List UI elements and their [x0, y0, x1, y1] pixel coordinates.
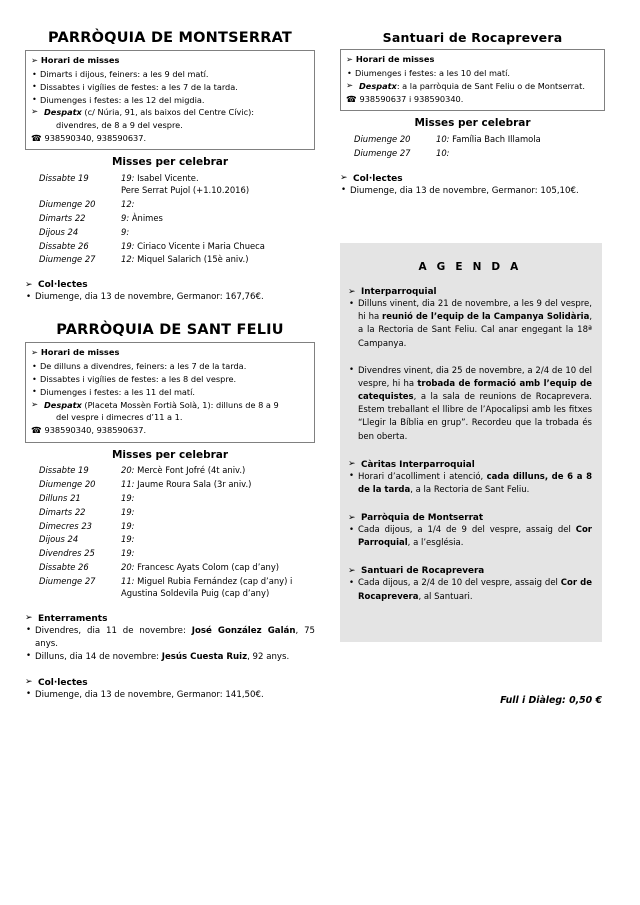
mass-hour: 9:: [121, 213, 130, 223]
mass-day: Diumenge 20: [354, 134, 411, 145]
sant-feliu-masses-table: [39, 464, 329, 600]
montserrat-schedule-heading: [31, 55, 309, 66]
heading-label: Col·lectes: [38, 280, 88, 291]
table-row: [39, 239, 329, 253]
list-item: [25, 625, 315, 651]
montserrat-despatx: [31, 106, 309, 131]
page-title-rocaprevera: Santuari de Rocaprevera: [382, 30, 563, 45]
list-item: • Dissabtes i vigílies de festes: a les 8 del vespre.: [31, 373, 309, 386]
page-title-sant-feliu: PARRÒQUIA DE SANT FELIU: [56, 322, 284, 339]
item-post: , 92 anys.: [247, 651, 290, 662]
list-item: [348, 577, 592, 603]
footer-price-note: Full i Diàleg: 0,50 €: [500, 695, 602, 706]
heading-label: Santuari de Rocaprevera: [361, 566, 485, 577]
heading-label: Parròquia de Montserrat: [361, 513, 484, 524]
item-pre: Cada dijous, a 1/4 de 9 del vespre, assaig del: [358, 525, 576, 536]
montserrat-collectes-list: [25, 291, 315, 304]
table-row: [39, 491, 329, 505]
item-highlight: cada dilluns, de 6 a 8 de la tarda: [358, 471, 592, 495]
despatx-continuation: divendres, de 8 a 9 del vespre.: [56, 120, 183, 130]
mass-intention-extra: Pere Serrat Pujol (+1.10.2016): [121, 185, 250, 196]
item-highlight: Cor de Rocaprevera: [358, 578, 593, 602]
rocaprevera-collectes-list: [340, 185, 605, 198]
mass-event: [121, 197, 329, 211]
montserrat-info-box: [25, 50, 315, 150]
agenda-list: [348, 298, 592, 444]
mass-intention: Miguel Rubia Fernández (cap d’any) i: [134, 575, 293, 586]
mass-hour: 10:: [436, 134, 450, 145]
enterraments-block: [25, 614, 315, 664]
table-row: [354, 146, 619, 160]
list-item: • Dissabtes i vigílies de festes: a les 7 de la tarda.: [31, 81, 309, 94]
mass-hour: 19:: [121, 506, 135, 517]
arrow-marker-icon: ➢: [348, 459, 356, 470]
table-row: [39, 505, 329, 519]
mass-event: [121, 477, 329, 491]
agenda-block-rocaprevera: [348, 566, 592, 603]
mass-day: Dimecres 23: [39, 520, 92, 531]
arrow-marker-icon: ➢: [31, 347, 38, 358]
agenda-list: [348, 577, 592, 603]
mass-hour: 12:: [121, 254, 135, 265]
parish-sant-feliu-section: [25, 322, 315, 701]
list-item: [348, 365, 592, 444]
mass-intention: Família Bach Illamola: [449, 134, 541, 145]
mass-day: Dijous 24: [39, 534, 79, 545]
list-item: [25, 651, 315, 664]
despatx-label: Despatx: [44, 107, 82, 118]
mass-event: [121, 574, 329, 600]
item-highlight: trobada de formació amb l’equip de catequistes: [358, 378, 592, 403]
mass-hour: 20:: [121, 561, 135, 572]
table-row: [39, 253, 329, 267]
montserrat-schedule-list: [31, 68, 309, 106]
sant-feliu-schedule-heading: [31, 347, 309, 358]
arrow-marker-icon: ➢: [25, 677, 33, 688]
rocaprevera-masses-table: [354, 132, 619, 160]
mass-event: [121, 211, 329, 225]
table-row: [39, 225, 329, 239]
mass-hour: 19:: [121, 534, 135, 545]
montserrat-collectes-block: [25, 280, 315, 304]
mass-event: [436, 146, 619, 160]
arrow-marker-icon: ➢: [31, 55, 38, 65]
table-row: [39, 171, 329, 197]
enterraments-list: [25, 625, 315, 664]
mass-event: [436, 132, 619, 146]
mass-day: Divendres 25: [39, 548, 95, 559]
item-pre: Cada dijous, a 2/4 de 10 del vespre, assaig del: [358, 578, 561, 589]
table-row: [39, 519, 329, 533]
item-pre: Divendres, dia 11 de novembre:: [35, 625, 192, 636]
sant-feliu-schedule-list: [31, 360, 309, 398]
heading-label: Horari de misses: [355, 54, 435, 64]
item-post: , a la Rectoria de Sant Feliu. Cal anar engegant la 18ª Campanya.: [358, 312, 593, 349]
agenda-block-interparroquial: [348, 287, 592, 444]
item-post: , a l’església.: [407, 538, 464, 549]
montserrat-phones: [31, 132, 309, 146]
parish-montserrat-section: [25, 30, 315, 304]
phone-icon: ☎: [346, 94, 357, 105]
list-item: • Diumenges i festes: a les 12 del migdia.: [31, 94, 309, 107]
table-row: [39, 211, 329, 225]
arrow-marker-icon: ➢: [31, 399, 39, 410]
table-row: [39, 574, 329, 600]
agenda-panel: [340, 243, 602, 642]
mass-hour: 10:: [436, 147, 450, 158]
mass-event: [121, 225, 329, 239]
mass-day: Dimarts 22: [39, 506, 86, 517]
arrow-marker-icon: ➢: [340, 173, 348, 184]
agenda-block-montserrat: [348, 513, 592, 550]
arrow-marker-icon: ➢: [31, 107, 39, 118]
heading-label: Col·lectes: [38, 677, 88, 688]
despatx-label: Despatx: [359, 80, 397, 91]
rocaprevera-masses-title: Misses per celebrar: [414, 117, 531, 130]
mass-day: Dilluns 21: [39, 493, 81, 504]
mass-day: Dissabte 26: [39, 561, 89, 572]
despatx-text: (c/ Núria, 91, als baixos del Centre Cívic):: [81, 107, 255, 118]
heading-label: Horari de misses: [40, 347, 120, 358]
agenda-heading: [348, 513, 592, 523]
table-row: [39, 464, 329, 478]
mass-day: Diumenge 20: [39, 199, 96, 210]
agenda-list: [348, 471, 592, 497]
mass-event: [121, 239, 329, 253]
despatx-text: (Placeta Mossèn Fortià Solà, 1): dilluns de 8 a 9: [81, 399, 279, 410]
arrow-marker-icon: ➢: [346, 80, 354, 91]
mass-intention-extra: Agustina Soldevila Puig (cap d’any): [121, 587, 270, 598]
montserrat-masses-table: [39, 171, 329, 266]
mass-intention: Isabel Vicente.: [134, 173, 199, 184]
item-highlight: Cor Parroquial: [358, 525, 592, 549]
table-row: [39, 533, 329, 547]
phone-icon: ☎: [31, 425, 42, 436]
mass-hour: 19:: [121, 240, 135, 251]
mass-day: Diumenge 27: [39, 575, 96, 586]
item-pre: Horari d’acolliment i atenció,: [358, 471, 487, 482]
mass-hour: 19:: [121, 173, 135, 184]
heading-label: Interparroquial: [361, 287, 437, 297]
mass-event: [121, 491, 329, 505]
table-row: [39, 560, 329, 574]
mass-day: Dissabte 26: [39, 240, 89, 251]
heading-label: Enterraments: [38, 613, 108, 624]
mass-event: [121, 519, 329, 533]
left-column: [25, 30, 315, 701]
list-item: • Diumenge, dia 13 de novembre, Germanor: 167,76€.: [25, 291, 315, 304]
table-row: [39, 477, 329, 491]
list-item: [348, 471, 592, 497]
mass-day: Dissabte 19: [39, 173, 89, 184]
mass-intention: Jaume Roura Sala (3r aniv.): [134, 479, 252, 490]
page-title-montserrat: PARRÒQUIA DE MONTSERRAT: [48, 30, 292, 46]
mass-day: Dimarts 22: [39, 213, 86, 223]
list-item: • Diumenge, dia 13 de novembre, Germanor: 105,10€.: [340, 185, 605, 198]
mass-event: [121, 560, 329, 574]
mass-event: [121, 464, 329, 478]
mass-intention: Francesc Ayats Colom (cap d’any): [134, 561, 280, 572]
rocaprevera-phones: [346, 93, 599, 107]
mass-hour: 19:: [121, 548, 135, 559]
agenda-block-caritas: [348, 460, 592, 497]
list-item: [348, 298, 592, 351]
mass-day: Dijous 24: [39, 226, 79, 237]
agenda-heading: [348, 287, 592, 297]
item-highlight: reunió de l’equip de la Campanya Solidària: [382, 312, 590, 323]
sant-feliu-collectes-list: [25, 689, 315, 702]
mass-event: [121, 253, 329, 267]
right-column: [340, 30, 605, 198]
mass-event: [121, 171, 329, 197]
agenda-list: [348, 524, 592, 550]
arrow-marker-icon: ➢: [346, 54, 353, 64]
sanctuary-rocaprevera-section: [340, 30, 605, 198]
list-item: • Diumenge, dia 13 de novembre, Germanor: 141,50€.: [25, 689, 315, 702]
mass-intention: Ànimes: [129, 213, 163, 223]
heading-label: Col·lectes: [353, 173, 403, 184]
heading-label: Horari de misses: [40, 55, 120, 65]
item-pre: Dilluns, dia 14 de novembre:: [35, 651, 162, 662]
mass-event: [121, 505, 329, 519]
montserrat-masses-title: Misses per celebrar: [111, 156, 229, 169]
list-item: • De dilluns a divendres, feiners: a les 7 de la tarda.: [31, 360, 309, 373]
sant-feliu-collectes-heading: [25, 678, 315, 688]
mass-hour: 12:: [121, 199, 135, 210]
rocaprevera-info-box: [340, 49, 605, 111]
mass-day: Diumenge 27: [39, 254, 96, 265]
rocaprevera-collectes-heading: [340, 174, 605, 184]
list-item: [348, 524, 592, 550]
mass-day: Diumenge 20: [39, 479, 96, 490]
phone-numbers: 938590340, 938590637.: [44, 424, 147, 435]
table-row: [39, 546, 329, 560]
mass-intention: Mercè Font Jofré (4t aniv.): [134, 465, 246, 476]
despatx-continuation: del vespre i dimecres d’11 a 1.: [56, 412, 183, 423]
rocaprevera-collectes-block: [340, 174, 605, 198]
rocaprevera-schedule-list: [346, 67, 599, 80]
montserrat-collectes-heading: [25, 280, 315, 290]
despatx-label: Despatx: [44, 399, 82, 410]
mass-hour: 19:: [121, 493, 135, 504]
item-post: , al Santuari.: [418, 591, 473, 602]
sant-feliu-despatx: [31, 399, 309, 424]
item-post: , 75 anys.: [35, 625, 316, 649]
mass-day: Diumenge 27: [354, 147, 411, 158]
table-row: [354, 132, 619, 146]
enterraments-heading: [25, 614, 315, 624]
mass-intention: Miquel Salarich (15è aniv.): [134, 254, 249, 265]
mass-event: [121, 533, 329, 547]
despatx-text: : a la parròquia de Sant Feliu o de Montserrat.: [396, 80, 585, 91]
heading-label: Càritas Interparroquial: [361, 459, 475, 470]
item-post: , a la sala de reunions de Rocaprevera. Estem treballant el llibre de l’Apocalipsi amb les fitxes “Llegir la Bíblia en grup”. Recordeu que la trobada és ben oberta.: [358, 392, 592, 442]
item-pre: Dilluns vinent, dia 21 de novembre, a les 9 del vespre, hi ha: [358, 299, 592, 323]
agenda-heading: [348, 460, 592, 470]
mass-hour: 20:: [121, 465, 135, 476]
mass-hour: 19:: [121, 520, 135, 531]
mass-event: [121, 546, 329, 560]
agenda-title: A G E N D A: [418, 261, 522, 273]
phone-icon: ☎: [31, 133, 42, 144]
arrow-marker-icon: ➢: [348, 512, 356, 523]
item-pre: Divendres vinent, dia 25 de novembre, a 2/4 de 10 del vespre, hi ha: [358, 365, 592, 389]
phone-numbers: 938590340, 938590637.: [44, 132, 147, 143]
mass-hour: 11:: [121, 575, 135, 586]
sant-feliu-collectes-block: [25, 678, 315, 702]
table-row: [39, 197, 329, 211]
phone-numbers: 938590637 i 938590340.: [359, 93, 464, 104]
mass-hour: 9:: [121, 226, 130, 237]
mass-intention: Ciriaco Vicente i Maria Chueca: [134, 240, 265, 251]
agenda-heading: [348, 566, 592, 576]
item-name: José González Galán: [191, 625, 296, 636]
list-item: • Diumenges i festes: a les 11 del matí.: [31, 386, 309, 399]
arrow-marker-icon: ➢: [25, 279, 33, 290]
list-item: • Dimarts i dijous, feiners: a les 9 del matí.: [31, 68, 309, 81]
sant-feliu-info-box: [25, 342, 315, 442]
rocaprevera-schedule-heading: [346, 54, 599, 65]
rocaprevera-despatx: [346, 80, 599, 93]
sant-feliu-masses-title: Misses per celebrar: [111, 448, 229, 461]
arrow-marker-icon: ➢: [348, 565, 356, 576]
arrow-marker-icon: ➢: [348, 286, 356, 297]
mass-hour: 11:: [121, 479, 135, 490]
arrow-marker-icon: ➢: [25, 613, 33, 624]
item-name: Jesús Cuesta Ruiz: [161, 651, 248, 662]
list-item: • Diumenges i festes: a les 10 del matí.: [346, 67, 599, 80]
mass-day: Dissabte 19: [39, 465, 89, 476]
sant-feliu-phones: [31, 424, 309, 438]
item-post: , a la Rectoria de Sant Feliu.: [410, 484, 530, 495]
